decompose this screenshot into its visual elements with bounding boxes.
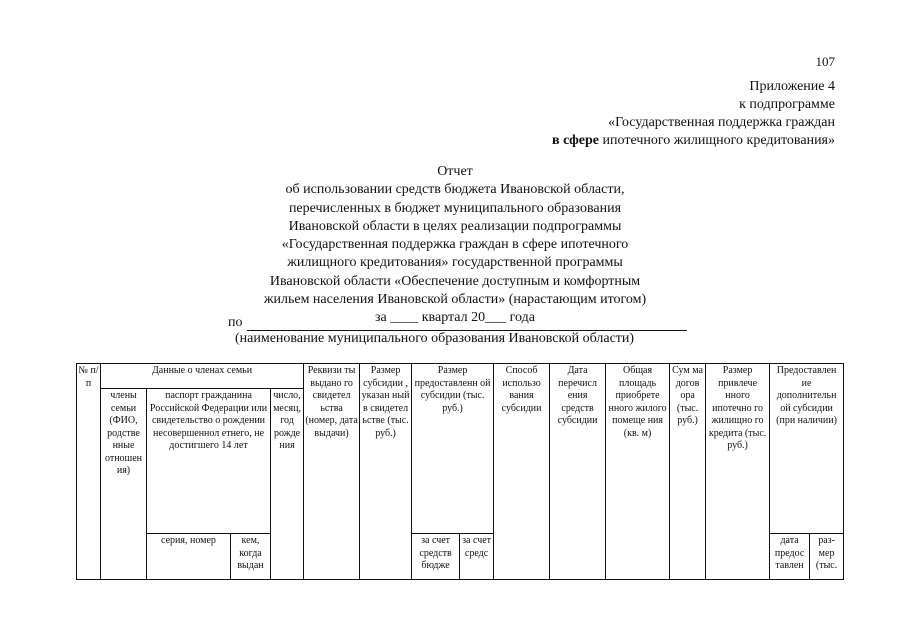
header-family-members: члены семьи (ФИО, родстве нные отношен ия) [101,389,147,580]
header-passport-issued: кем, когда выдан [231,534,271,580]
header-additional-size: раз- мер (тыс. [810,534,844,580]
header-transfer-date: Дата перечисл ения средств субсидии [550,364,606,580]
appendix-line-4-bold: в сфере [552,133,600,148]
report-line-7: жильем населения Ивановской области» (нарастающим итогом) [263,292,647,308]
header-additional-date: дата предос тавлен [770,534,810,580]
municipality-caption: (наименование муниципального образования Ивановской области) [235,331,635,346]
header-row-number: № п/п [77,364,101,580]
report-line-4: «Государственная поддержка граждан в сфере ипотечного [281,237,629,253]
appendix-line-4 [552,132,835,150]
appendix-line-2: к подпрограмме [739,97,835,112]
page-number: 107 [815,54,835,69]
header-subsidy-provided: Размер предоставленн ой субсидии (тыс. руб.) [412,364,494,534]
header-additional-subsidy: Предоставлен ие дополнительн ой субсидии (при наличии) [770,364,844,534]
header-certificate-requisites: Реквизи ты выдано го свидетел ьства (номер, дата выдачи) [304,364,360,580]
report-line-1: об использовании средств бюджета Ивановской области, [285,182,625,198]
report-title: Отчет [437,164,473,179]
header-contract-sum: Сум ма догов ора (тыс. руб.) [670,364,706,580]
report-line-6: Ивановской области «Обеспечение доступным и комфортным [269,273,641,289]
po-label: по [228,315,243,330]
header-total-area: Общая площадь приобрете нного жилого помеще ния (кв. м) [606,364,670,580]
header-subsidy-other: за счет средс [460,534,494,580]
header-subsidy-in-certificate: Размер субсидии , указан ный в свидетел ьстве (тыс. руб.) [360,364,412,580]
report-line-2: перечисленных в бюджет муниципального образования [288,200,622,216]
header-subsidy-budget: за счет средств бюдже [412,534,460,580]
header-mortgage-credit: Размер привлече нного ипотечно го жилищно го кредита (тыс. руб.) [706,364,770,580]
municipality-line [228,315,687,331]
appendix-header [552,78,835,150]
municipality-blank [247,316,687,331]
header-birth-date: число, месяц, год рожде ния [271,389,304,580]
report-line-5: жилищного кредитования» государственной программы [287,255,623,271]
appendix-line-4-rest: ипотечного жилищного кредитования» [599,133,835,148]
report-period-line: за ____ квартал 20___ года [375,310,535,326]
report-table [76,363,844,580]
report-heading [175,163,735,328]
report-line-3: Ивановской области в целях реализации подпрограммы [288,218,622,234]
header-family-data: Данные о членах семьи [101,364,304,389]
header-passport: паспорт гражданина Российской Федерации или свидетельство о рождении несовершеннол етнего, не достигшего 14 лет [147,389,271,534]
appendix-line-3: «Государственная поддержка граждан [608,115,835,130]
header-passport-series: серия, номер [147,534,231,580]
header-subsidy-method: Способ использо вания субсидии [494,364,550,580]
appendix-line-1: Приложение 4 [749,79,835,94]
